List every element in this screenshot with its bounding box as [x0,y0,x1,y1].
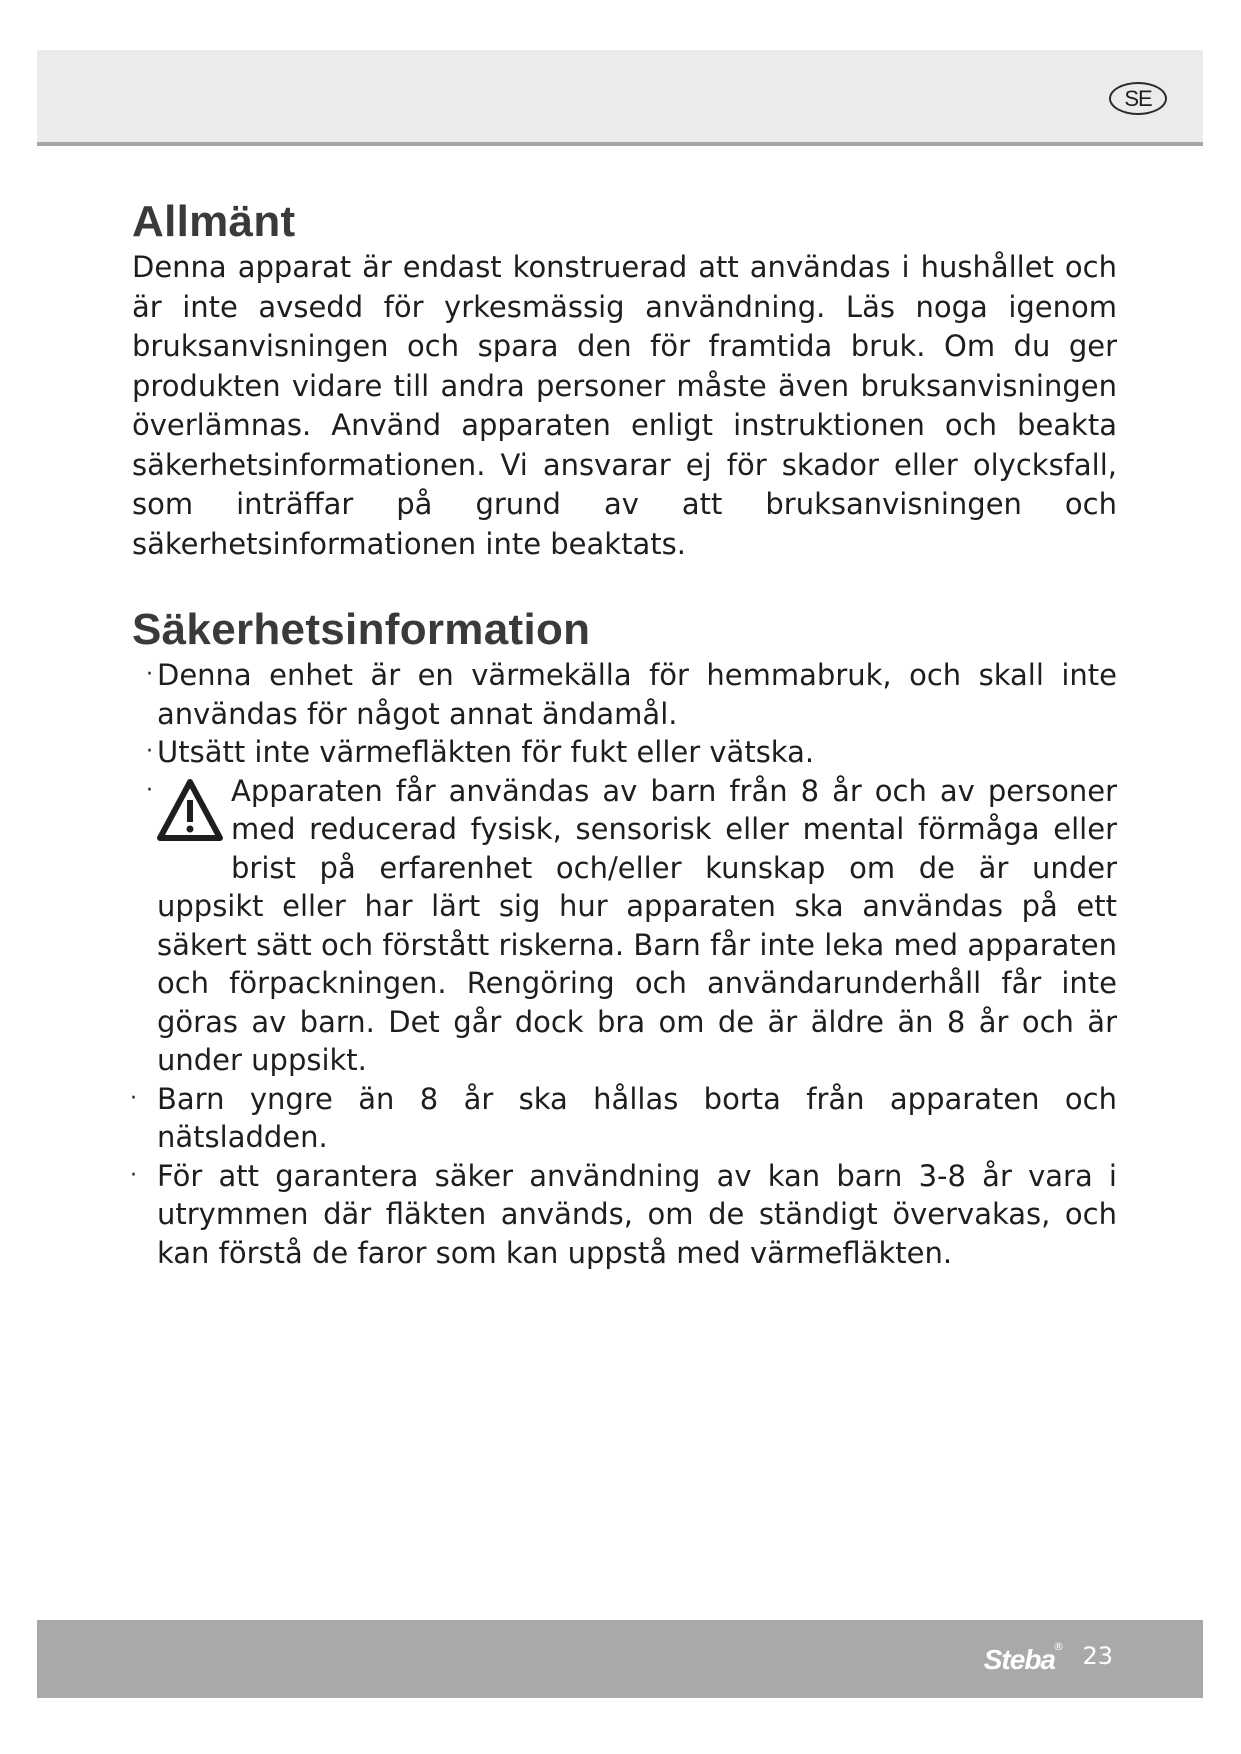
list-item-text: Apparaten får användas av barn från 8 år och av personer med reducerad fysisk, sensorisk eller mental förmåga eller brist på erfarenhet och/eller kunskap om de är under uppsikt eller har lärt sig hur apparaten ska användas på ett säkert sätt och förstått riskerna. Barn får inte leka med apparaten och förpackningen. Rengöring och användarunderhåll får inte göras av barn. Det går dock bra om de är äldre än 8 år och är under uppsikt. [157,773,1117,1077]
list-item [132,1157,1117,1273]
safety-section [132,604,1117,1272]
list-item-text: Utsätt inte värmefläkten för fukt eller vätska. [157,735,815,769]
list-item [132,772,1117,1080]
safety-heading: Säkerhetsinformation [132,605,591,654]
bullet-dot: · [146,662,153,687]
list-item-text: För att garantera säker användning av kan barn 3-8 år vara i utrymmen där fläkten används, om de ständigt övervakas, och kan förstå de faror som kan uppstå med värmefläkten. [157,1158,1117,1270]
warning-icon [155,776,225,852]
page-content [132,196,1117,1272]
safety-list [132,656,1117,1272]
list-item [132,656,1117,733]
general-heading: Allmänt [132,197,296,246]
general-section [132,196,1117,564]
bullet-dot: · [130,1162,137,1188]
bullet-dot: · [146,777,153,803]
page-footer [37,1620,1203,1698]
bullet-dot: · [146,739,153,764]
page-header [37,50,1203,146]
brand-registered-mark: ® [1053,1640,1064,1653]
language-badge: SE [1109,82,1167,115]
page-number: 23 [1082,1642,1113,1670]
brand-logo: Steba [983,1644,1055,1675]
list-item [132,1080,1117,1157]
bullet-dot: · [130,1085,137,1111]
list-item [132,733,1117,772]
list-item-text: Barn yngre än 8 år ska hållas borta från apparaten och nätsladden. [157,1081,1117,1154]
list-item-text: Denna enhet är en värmekälla för hemmabruk, och skall inte användas för något annat ändamål. [157,658,1117,731]
general-paragraph: Denna apparat är endast konstruerad att användas i hushållet och är inte avsedd för yrkesmässig användning. Läs noga igenom bruksanvisningen och spara den för framtida bruk. Om du ger produkten vidare till andra personer måste även bruksanvisningen överlämnas. Använd apparaten enligt instruktionen och beakta säkerhetsinformationen. Vi ansvarar ej för skador eller olycksfall, som inträffar på grund av att bruksanvisningen och säkerhetsinformationen inte beaktats. [132,250,1117,561]
